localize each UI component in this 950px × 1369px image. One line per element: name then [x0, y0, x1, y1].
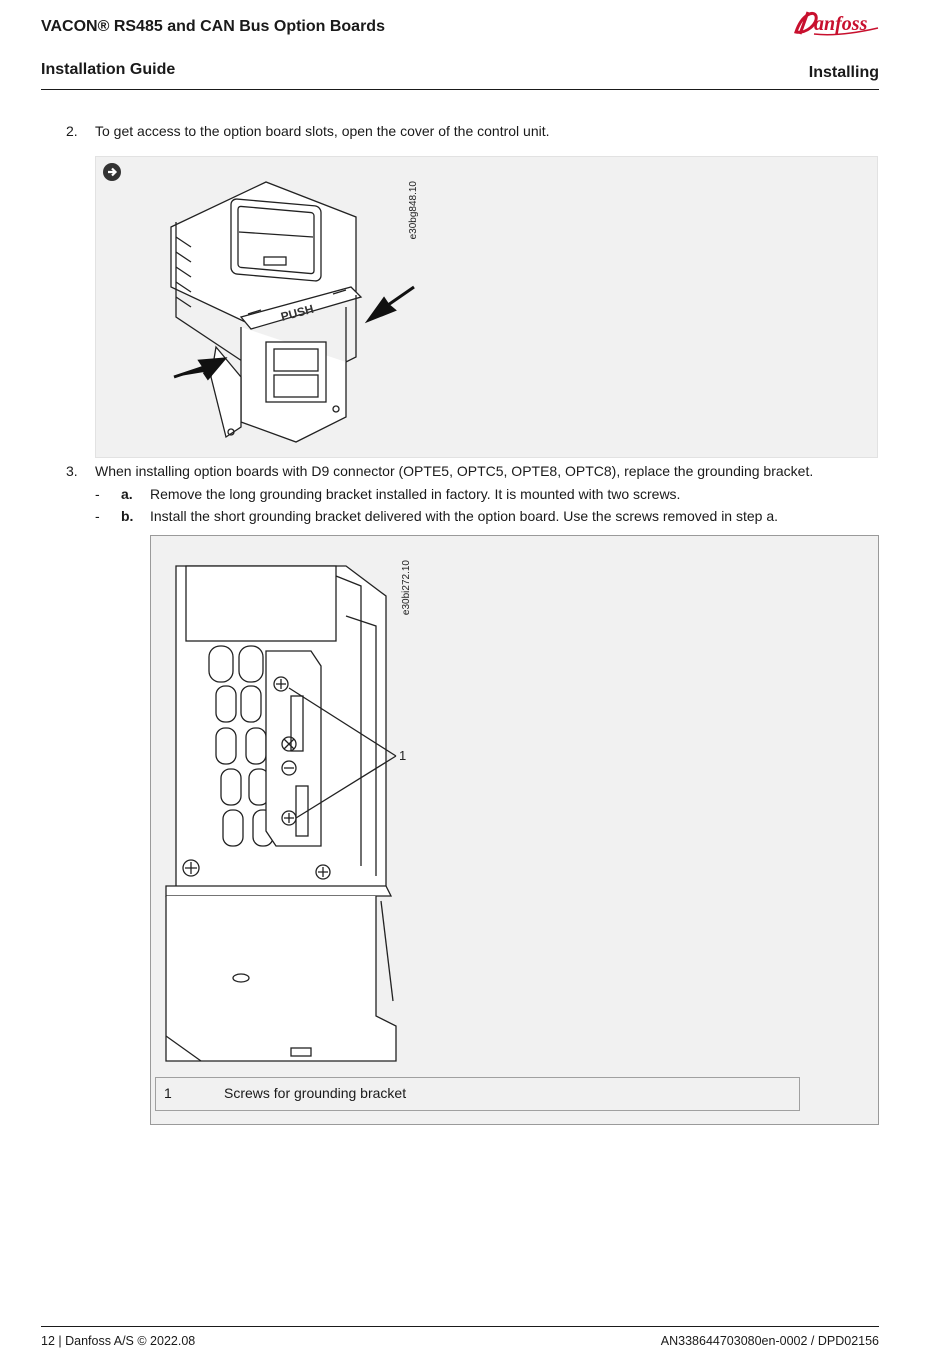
header-rule — [41, 89, 879, 90]
control-unit-illustration — [156, 177, 436, 452]
legend-text: Screws for grounding bracket — [224, 1085, 407, 1101]
substep-letter: b. — [121, 508, 134, 524]
push-label: PUSH — [279, 301, 316, 324]
substep-letter: a. — [121, 486, 133, 502]
section-title: Installing — [808, 64, 879, 81]
document-title: VACON® RS485 and CAN Bus Option Boards — [41, 18, 385, 35]
figure-code: e30bg848.10 — [408, 181, 419, 240]
figure-code: e30bi272.10 — [401, 560, 412, 616]
callout-label: 1 — [399, 748, 407, 763]
substep-dash: - — [95, 508, 100, 524]
step-number: 3. — [66, 463, 78, 479]
step-text: To get access to the option board slots, open the cover of the control unit. — [95, 123, 550, 139]
figure-open-cover — [95, 156, 878, 458]
danfoss-logo-icon — [792, 6, 882, 40]
svg-text:anfoss: anfoss — [814, 13, 868, 35]
footer-doc-id: AN338644703080en-0002 / DPD02156 — [660, 1334, 879, 1348]
substep-text: Remove the long grounding bracket installed in factory. It is mounted with two screws. — [150, 486, 681, 502]
substep-text: Install the short grounding bracket delivered with the option board. Use the screws removed in step a. — [150, 508, 779, 524]
figure-grounding-bracket — [150, 535, 879, 1125]
legend-table — [155, 1077, 800, 1111]
footer-page-info: 12 | Danfoss A/S © 2022.08 — [41, 1334, 196, 1348]
substep-dash: - — [95, 486, 100, 502]
legend-number: 1 — [164, 1085, 172, 1101]
arrow-circle-right-icon — [102, 162, 122, 182]
document-subtitle: Installation Guide — [41, 61, 176, 78]
step-text: When installing option boards with D9 connector (OPTE5, OPTC5, OPTE8, OPTC8), replace the grounding bracket. — [95, 463, 814, 479]
step-number: 2. — [66, 123, 78, 139]
footer-rule — [41, 1326, 879, 1327]
